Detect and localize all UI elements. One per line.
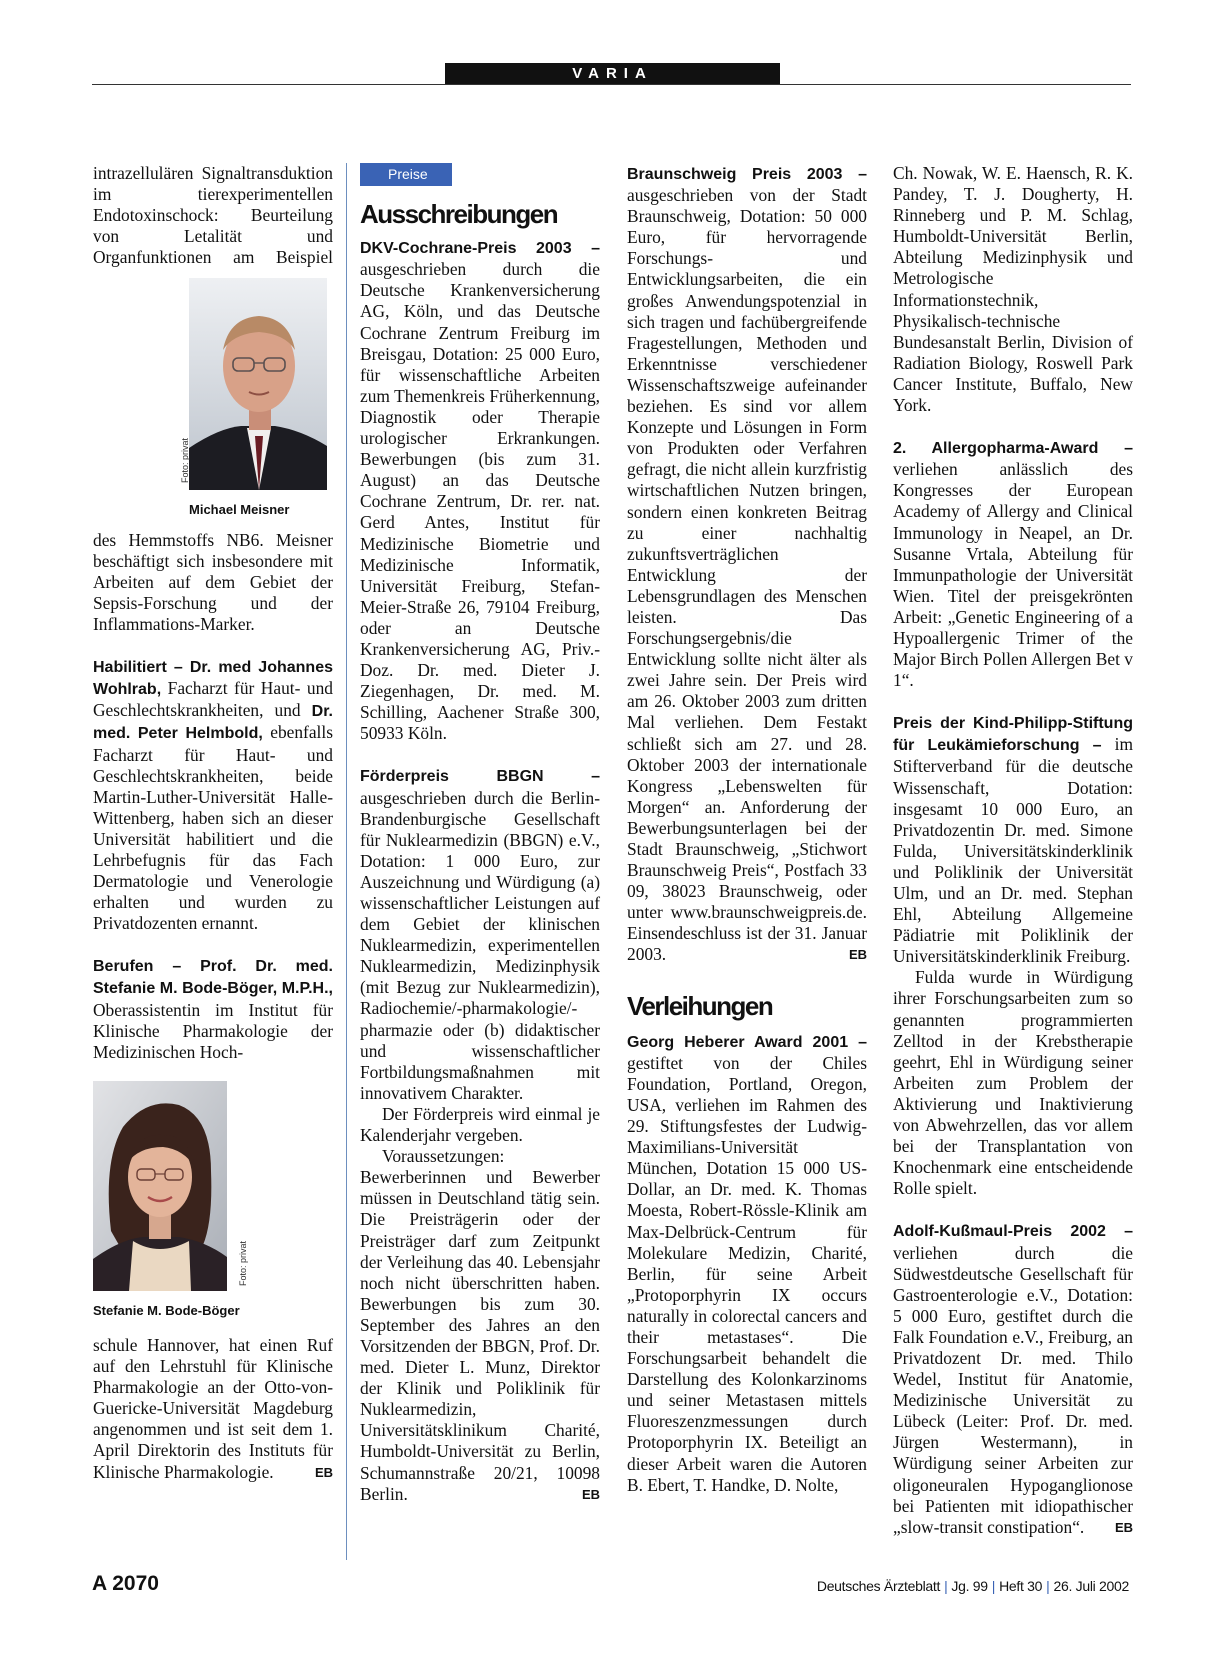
- bold-lead: Dr. med. Peter Helmbold,: [93, 703, 333, 743]
- paragraph: [93, 656, 333, 934]
- separator: |: [1046, 1578, 1050, 1594]
- paragraph: Ch. Nowak, W. E. Haensch, R. K. Pandey, T. J. Dougherty, H. Rinneberg und P. M. Schlag, Humboldt-Universität Berlin, Abteilung Medizinphysik und Metrologische Informationstechnik, Physikalisch-technische Bundesanstalt Berlin, Division of Radiation Biology, Roswell Park Cancer Institute, Buffalo, New York.: [893, 163, 1133, 416]
- author-signature: EB: [1114, 1519, 1133, 1535]
- column-1: [93, 163, 333, 1483]
- paragraph: [893, 1220, 1133, 1537]
- bold-lead: Braunschweig Preis 2003 –: [627, 166, 867, 183]
- text: Oberassistentin im Institut für Klinische Pharmakologie der Medizinischen Hoch-: [93, 999, 333, 1062]
- paragraph: [93, 1335, 333, 1483]
- paragraph: [360, 1146, 600, 1505]
- text: verliehen durch die Südwestdeutsche Gesellschaft für Gastroenterologie e.V., Dotation: 5 000 Euro, gestiftet durch die Falk Foundation e.V., Freiburg, an Privatdozent Dr. med. Thilo Wedel, Institut für Anatomie, Medizinische Universität zu Lübeck (Leiter: Prof. Dr. med. Jürgen Westermann), in Würdigung seiner Arbeiten zur oligoneuralen Hypoganglionose bei Patienten mit idiopathischer „slow-transit constipation“.: [893, 1242, 1133, 1537]
- page-number: A 2070: [92, 1572, 159, 1595]
- photo-caption: Michael Meisner: [189, 501, 290, 517]
- bold-lead: 2. Allergopharma-Award –: [893, 440, 1133, 458]
- paragraph: Der Förderpreis wird einmal je Kalenderjahr vergeben.: [360, 1103, 600, 1146]
- author-signature: EB: [581, 1486, 600, 1502]
- photo-meisner: [180, 278, 327, 495]
- text: Voraussetzungen: Bewerberinnen und Bewerber müssen in Deutschland tätig sein. Die Preisträgerin oder der Preisträger darf zum Zeitpunkt der Verleihung das 40. Lebensjahr noch nicht überschritten haben. Bewerbungen bis zum 30. September des Jahres an den Vorsitzenden der BBGN, Prof. Dr. med. Dieter L. Munz, Direktor der Klinik und Poliklinik für Nuklearmedizin, Universitätsklinikum Charité, Humboldt-Universität zu Berlin, Schumannstraße 20/21, 10098 Berlin.: [360, 1146, 600, 1504]
- section-heading: Ausschreibungen: [360, 199, 558, 230]
- paragraph: intrazellulären Signaltransduktion im tierexperimentellen Endotoxinschock: Beurteilung von Letalität und Organfunktionen am Beispiel: [93, 163, 333, 268]
- text: gestiftet von der Chiles Foundation, Portland, Oregon, USA, verliehen im Rahmen des 29. Stiftungsfestes der Ludwig-Maximilians-Universität München, Dotation 15 000 US-Dollar, an Dr. med. K. Thomas Moesta, Robert-Rössle-Klinik am Max-Delbrück-Centrum für Molekulare Medizin, Charité, Berlin, für seine Arbeit „Protoporphyrin IX occurs naturally in colorectal cancers and their metastases“. Die Forschungsarbeit behandelt die Darstellung des Kolonkarzinoms und seiner Metastasen mittels Fluoreszenzmessungen durch Protoporphyrin IX. Beteiligt an dieser Arbeit waren die Autoren B. Ebert, T. Handke, D. Nolte,: [627, 1052, 867, 1495]
- issue-date: 26. Juli 2002: [1053, 1578, 1129, 1594]
- header-rule: [92, 84, 1131, 85]
- bold-lead: Berufen – Prof. Dr. med. Stefanie M. Bode-Böger, M.P.H.,: [93, 958, 333, 998]
- text: schule Hannover, hat einen Ruf auf den Lehrstuhl für Klinische Pharmakologie an der Otto-von-Guericke-Universität Magdeburg angenommen und ist seit dem 1. April Direktorin des Instituts für Klinische Pharmakologie.: [93, 1335, 333, 1482]
- author-signature: EB: [314, 1464, 333, 1480]
- text: ausgeschrieben von der Stadt Braunschweig, Dotation: 50 000 Euro, für hervorragende Forschungs- und Entwicklungsarbeiten, die ein großes Anwendungspotenzial in sich tragen und fachübergreifende Fragestellungen, Methoden und Erkenntnisse verschiedener Wissenschaftszweige aufeinander beziehen. Es sind vor allem Konzepte und Lösungen in Form von Produkten oder Verfahren gefragt, die nicht allein kurzfristig wirtschaftlichen Nutzen bringen, sondern einen konkreten Beitrag zu einer nachhaltig zukunftsverträglichen Entwicklung der Lebensgrundlagen des Menschen leisten. Das Forschungsergebnis/die Entwicklung sollte nicht älter als zwei Jahre sein. Der Preis wird am 26. Oktober 2003 zum dritten Mal verliehen. Dem Festakt schließt sich am 27. und 28. Oktober 2003 der internationale Kongress „Lebenswelten für Morgen“ an. Anforderung der Bewerbungsunterlagen bei der Stadt Braunschweig, „Stichwort Braunschweig Preis“, Postfach 33 09, 38023 Braunschweig, oder unter www.braunschweigpreis.de. Einsendeschluss ist der 31. Januar 2003.: [627, 185, 867, 965]
- paragraph: [627, 1031, 867, 1496]
- column-3: [627, 163, 867, 1496]
- section-label: VARIA: [445, 63, 780, 85]
- text: Facharzt für Haut- und Geschlechtskrankheiten, und: [93, 678, 333, 721]
- column-4: [893, 163, 1133, 1538]
- section-heading: Verleihungen: [627, 990, 773, 1021]
- separator: |: [991, 1578, 996, 1594]
- bold-lead: Habilitiert – Dr. med Johannes Wohlrab,: [93, 659, 333, 699]
- text: ebenfalls Facharzt für Haut- und Geschlechtskrankheiten, beide Martin-Luther-Universität Halle-Wittenberg, haben sich an dieser Universität habilitiert und die Lehrbefugnis für das Fach Dermatologie und Venerologie erhalten und wurden zu Privatdozenten ernannt.: [93, 722, 333, 934]
- column-rule: [346, 163, 347, 1560]
- photo-caption: Stefanie M. Bode-Böger: [93, 1302, 240, 1318]
- text: im Stifterverband für die deutsche Wissenschaft, Dotation: insgesamt 10 000 Euro, an Privatdozentin Dr. med. Simone Fulda, Universitätskinderklinik und Poliklinik der Universität Ulm, und an Dr. med. Stephan Ehl, Abteilung Allgemeine Pädiatrie mit Poliklinik der Universitätskinderklinik Freiburg.: [893, 734, 1133, 967]
- journal-info: [817, 1578, 1129, 1594]
- photo-credit: Foto: privat: [238, 1240, 248, 1286]
- text: verliehen anlässlich des Kongresses der European Academy of Allergy and Clinical Immunology in Neapel, an Dr. Susanne Vrtala, Abteilung für Immunpathologie der Universität Wien. Titel der preisgekrönten Arbeit: „Genetic Engineering of a Hypoallergenic Trimer of the Major Birch Pollen Allergen Bet v 1“.: [893, 459, 1133, 691]
- paragraph: [627, 163, 867, 966]
- bold-lead: Georg Heberer Award 2001 –: [627, 1033, 867, 1051]
- bold-lead: Förderpreis BBGN –: [360, 768, 600, 786]
- volume: Jg. 99: [951, 1578, 988, 1594]
- portrait-michael-meisner: [189, 278, 327, 490]
- paragraph: [93, 955, 333, 1062]
- bold-lead: Adolf-Kußmaul-Preis 2002 –: [893, 1223, 1133, 1241]
- paragraph: [893, 437, 1133, 691]
- text: ausgeschrieben durch die Berlin-Brandenburgische Gesellschaft für Nuklearmedizin (BBGN) e.V., Dotation: 1 000 Euro, zur Auszeichnung und Würdigung (a) wissenschaftlicher Leistungen auf dem Gebiet der klinischen Nuklearmedizin, experimentellen Nuklearmedizin, Medizinphysik (mit Bezug zur Nuklearmedizin), Radiochemie/-pharmakologie/-pharmazie oder (b) didaktischer und wissenschaftlicher Fortbildungsmaßnahmen mit innovativem Charakter.: [360, 787, 600, 1103]
- author-signature: EB: [848, 947, 867, 963]
- paragraph: des Hemmstoffs NB6. Meisner beschäftigt sich insbesondere mit Arbeiten auf dem Gebiet der Sepsis-Forschung und der Inflammations-Marker.: [93, 529, 333, 635]
- category-tag: Preise: [360, 163, 452, 186]
- bold-lead: Preis der Kind-Philipp-Stiftung für Leukämieforschung –: [893, 715, 1133, 755]
- photo-bode-boeger: [93, 1081, 248, 1296]
- separator: |: [944, 1578, 948, 1594]
- photo-credit: Foto: privat: [180, 438, 190, 484]
- bold-lead: DKV-Cochrane-Preis 2003 –: [360, 240, 600, 258]
- column-2: [360, 163, 600, 1505]
- paragraph: Fulda wurde in Würdigung ihrer Forschungsarbeiten zum so genannten programmierten Zelltod in der Krebstherapie geehrt, Ehl in Würdigung seiner Arbeiten zum Problem der Aktivierung und Inaktivierung von Abwehrzellen, das vor allem bei der Transplantation von Knochenmark eine entscheidende Rolle spielt.: [893, 967, 1133, 1199]
- paragraph: [360, 237, 600, 744]
- paragraph: [360, 765, 600, 1104]
- journal-name: Deutsches Ärzteblatt: [816, 1578, 941, 1594]
- text: ausgeschrieben durch die Deutsche Krankenversicherung AG, Köln, und das Deutsche Cochrane Zentrum Freiburg im Breisgau, Dotation: 25 000 Euro, für wissenschaftliche Arbeiten zum Themenkreis Früherkennung, Diagnostik oder Therapie urologischer Erkrankungen. Bewerbungen (bis zum 31. August) an das Deutsche Cochrane Zentrum, Dr. rer. nat. Gerd Antes, Institut für Medizinische Biometrie und Medizinische Informatik, Universität Freiburg, Stefan-Meier-Straße 26, 79104 Freiburg, oder an Deutsche Krankenversicherung AG, Priv.-Doz. Dr. med. Dieter J. Ziegenhagen, Dr. med. M. Schilling, Aachener Straße 300, 50933 Köln.: [360, 259, 600, 744]
- issue: Heft 30: [999, 1578, 1043, 1594]
- paragraph: [893, 712, 1133, 967]
- portrait-stefanie-bode-boeger: [93, 1081, 227, 1291]
